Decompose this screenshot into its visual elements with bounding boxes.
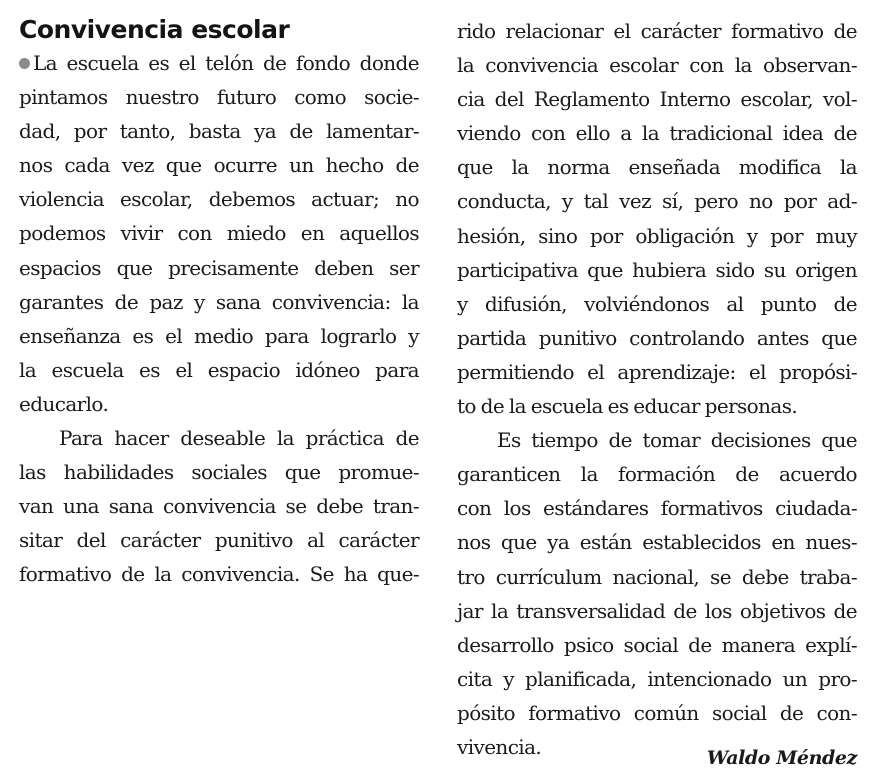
line-text: nos que ya están establecidos en nues- bbox=[457, 530, 857, 555]
text-line bbox=[457, 491, 857, 525]
text-line bbox=[457, 696, 857, 730]
text-line bbox=[457, 116, 857, 150]
text-line bbox=[19, 353, 419, 387]
text-line bbox=[457, 525, 857, 559]
paragraph bbox=[19, 46, 419, 421]
line-text: Es tiempo de tomar decisiones que bbox=[497, 428, 857, 453]
article-headline: Convivencia escolar bbox=[19, 15, 290, 44]
text-line bbox=[457, 628, 857, 662]
line-text: vivencia. bbox=[457, 734, 542, 759]
right-column-body bbox=[457, 14, 857, 764]
text-line bbox=[457, 662, 857, 696]
text-line bbox=[19, 216, 419, 250]
text-line bbox=[19, 46, 419, 80]
text-line bbox=[19, 251, 419, 285]
line-text: tro currículum nacional, se debe traba- bbox=[457, 564, 857, 589]
line-text: rido relacionar el carácter formativo de bbox=[457, 19, 857, 43]
paragraph bbox=[457, 14, 857, 423]
line-text: espacios que precisamente deben ser bbox=[19, 255, 419, 280]
line-text: y difusión, volviéndonos al punto de bbox=[457, 291, 857, 316]
line-text: enseñanza es el medio para lograrlo y bbox=[19, 323, 419, 348]
text-line bbox=[19, 148, 419, 182]
author-signature: Waldo Méndez bbox=[706, 747, 857, 769]
line-text: la escuela es el espacio idóneo para bbox=[19, 357, 419, 382]
line-text: violencia escolar, debemos actuar; no bbox=[19, 187, 419, 212]
paragraph bbox=[457, 423, 857, 764]
text-line bbox=[19, 557, 419, 591]
line-text: educarlo. bbox=[19, 391, 109, 416]
paragraph bbox=[19, 421, 419, 591]
line-text: pintamos nuestro futuro como socie- bbox=[19, 85, 419, 110]
line-text: sitar del carácter punitivo al carácter bbox=[19, 528, 419, 553]
text-line bbox=[457, 423, 857, 457]
text-line bbox=[19, 421, 419, 455]
text-line bbox=[457, 594, 857, 628]
text-line bbox=[19, 455, 419, 489]
line-text: pósito formativo común social de con- bbox=[457, 700, 857, 725]
line-text: viendo con ello a la tradicional idea de bbox=[457, 121, 857, 146]
text-line bbox=[19, 489, 419, 523]
text-line bbox=[457, 150, 857, 184]
text-line bbox=[19, 285, 419, 319]
left-column-body bbox=[19, 46, 419, 592]
left-column bbox=[19, 14, 419, 592]
line-text: formativo de la convivencia. Se ha que- bbox=[19, 562, 419, 587]
text-line bbox=[19, 182, 419, 216]
text-line bbox=[457, 219, 857, 253]
line-text: hesión, sino por obligación y por muy bbox=[457, 223, 857, 248]
line-text: garanticen la formación de acuerdo bbox=[457, 462, 857, 487]
text-line bbox=[457, 82, 857, 116]
text-line bbox=[19, 319, 419, 353]
text-line bbox=[19, 114, 419, 148]
text-line bbox=[19, 523, 419, 557]
text-line bbox=[19, 387, 419, 421]
text-line bbox=[457, 287, 857, 321]
line-text: cita y planificada, intencionado un pro- bbox=[457, 666, 857, 691]
line-text: que la norma enseñada modifica la bbox=[457, 155, 857, 180]
line-text: participativa que hubiera sido su origen bbox=[457, 257, 857, 282]
text-line bbox=[457, 355, 857, 389]
line-text: desarrollo psico social de manera explí- bbox=[457, 632, 857, 657]
line-text: jar la transversalidad de los objetivos de bbox=[457, 598, 857, 623]
line-text: cia del Reglamento Interno escolar, vol- bbox=[457, 87, 857, 112]
text-line bbox=[457, 321, 857, 355]
line-text: podemos vivir con miedo en aquellos bbox=[19, 221, 419, 246]
line-text: dad, por tanto, basta ya de lamentar- bbox=[19, 119, 419, 144]
text-line bbox=[457, 389, 857, 423]
text-line bbox=[457, 184, 857, 218]
line-text: partida punitivo controlando antes que bbox=[457, 325, 857, 350]
right-column bbox=[457, 14, 857, 764]
bullet-dot-icon bbox=[19, 58, 30, 69]
text-line bbox=[457, 14, 857, 48]
line-text: Para hacer deseable la práctica de bbox=[59, 426, 419, 451]
line-text: con los estándares formativos ciudada- bbox=[457, 496, 857, 521]
line-text: garantes de paz y sana convivencia: la bbox=[19, 289, 419, 314]
line-text: nos cada vez que ocurre un hecho de bbox=[19, 153, 419, 178]
text-line bbox=[457, 48, 857, 82]
line-text: conducta, y tal vez sí, pero no por ad- bbox=[457, 189, 857, 214]
text-line bbox=[457, 253, 857, 287]
line-text: permitiendo el aprendizaje: el propósi- bbox=[457, 359, 857, 384]
line-text: van una sana convivencia se debe tran- bbox=[19, 494, 419, 519]
line-text: las habilidades sociales que promue- bbox=[19, 460, 419, 485]
text-line bbox=[19, 80, 419, 114]
text-line bbox=[457, 560, 857, 594]
line-text: La escuela es el telón de fondo donde bbox=[33, 51, 419, 75]
line-text: to de la escuela es educar personas. bbox=[457, 394, 798, 419]
text-line bbox=[457, 457, 857, 491]
line-text: la convivencia escolar con la observan- bbox=[457, 53, 857, 78]
